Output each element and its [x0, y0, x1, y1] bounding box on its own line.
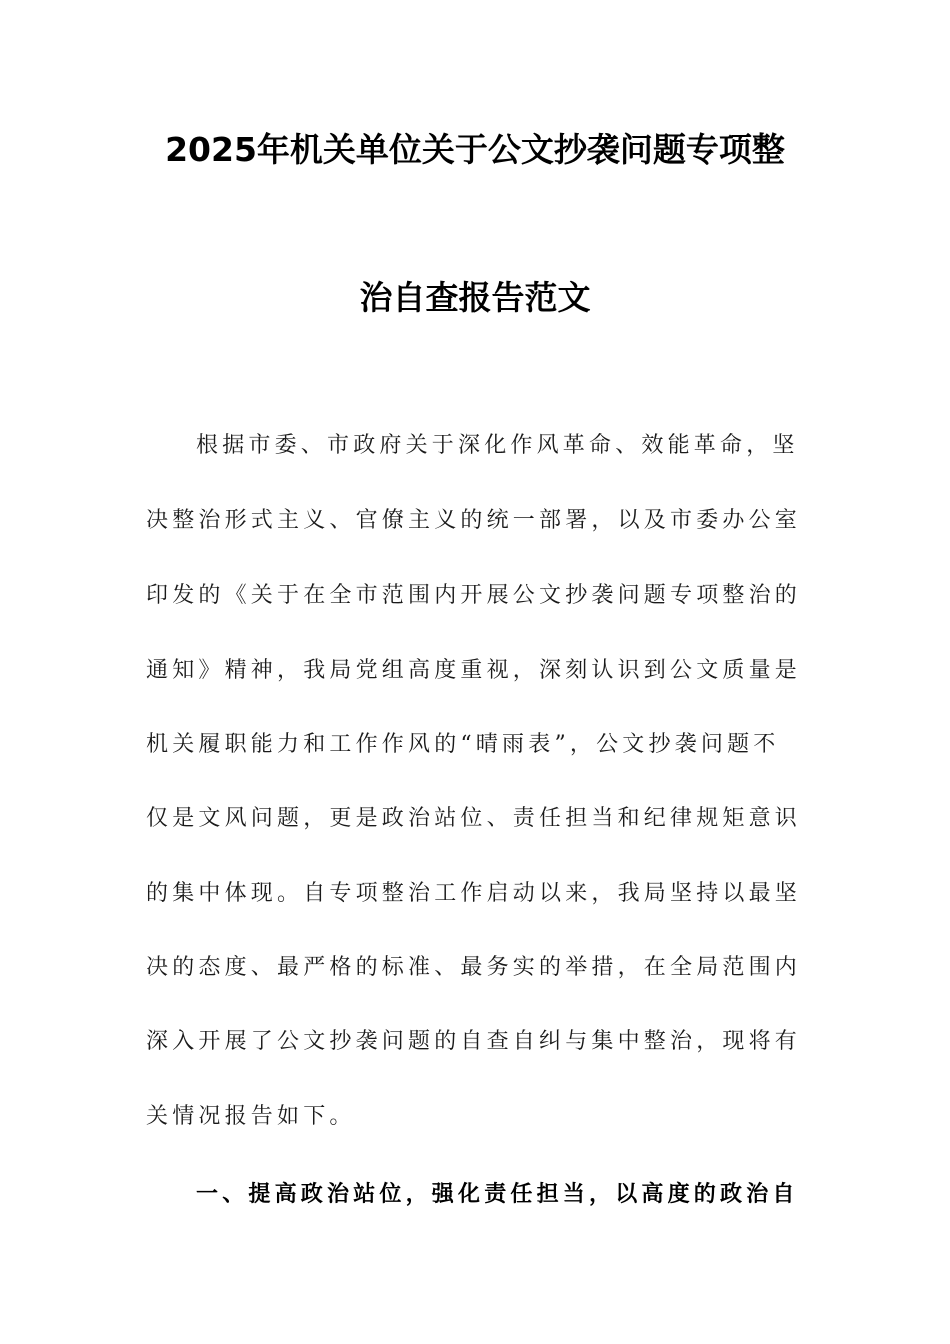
paragraph-line: 决整治形式主义、官僚主义的统一部署，以及市委办公室: [146, 508, 802, 533]
paragraph-line: 机关履职能力和工作作风的“晴雨表”，公文抄袭问题不: [146, 732, 780, 757]
paragraph-line: 通知》精神，我局党组高度重视，深刻认识到公文质量是: [146, 658, 802, 683]
document-title-line-2: 治自查报告范文: [359, 278, 591, 317]
paragraph-line: 关情况报告如下。: [146, 1104, 356, 1129]
paragraph-line: 仅是文风问题，更是政治站位、责任担当和纪律规矩意识: [146, 806, 802, 831]
paragraph-line: 深入开展了公文抄袭问题的自查自纠与集中整治，现将有: [146, 1029, 802, 1054]
paragraph-line: 印发的《关于在全市范围内开展公文抄袭问题专项整治的: [146, 583, 802, 608]
paragraph-line: 的集中体现。自专项整治工作启动以来，我局坚持以最坚: [146, 881, 802, 906]
paragraph-line: 决的态度、最严格的标准、最务实的举措，在全局范围内: [146, 955, 802, 980]
document-title-line-1: 2025年机关单位关于公文抄袭问题专项整: [165, 130, 785, 169]
paragraph-line: 根据市委、市政府关于深化作风革命、效能革命，坚: [196, 433, 799, 458]
section-heading: 一、提高政治站位，强化责任担当，以高度的政治自: [196, 1181, 799, 1207]
